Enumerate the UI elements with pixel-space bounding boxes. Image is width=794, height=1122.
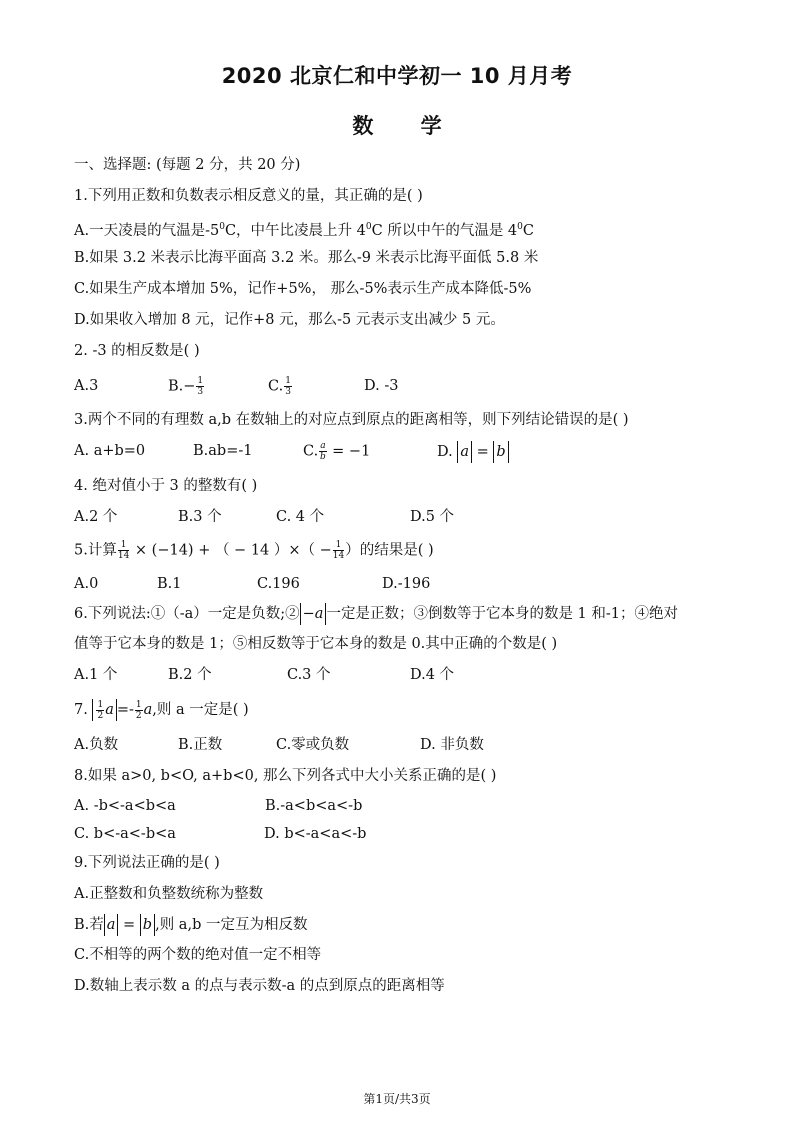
page-footer: 第1页/共3页 (363, 1092, 431, 1106)
q6-option-d: D.4 个 (410, 667, 455, 683)
q6-stem-line2: 值等于它本身的数是 1；⑤相反数等于它本身的数是 0.其中正确的个数是( ) (74, 636, 558, 652)
q3-option-d: D. a = b (437, 441, 509, 463)
q7-option-c: C.零或负数 (276, 737, 350, 753)
q2-option-d: D. -3 (364, 378, 399, 394)
q8-option-a: A. -b<-a<b<a (74, 798, 176, 814)
q5-option-a: A.0 (74, 576, 99, 592)
q4-stem: 4. 绝对值小于 3 的整数有( ) (74, 478, 258, 494)
q8-option-c: C. b<-a<-b<a (74, 826, 176, 842)
q6-option-b: B.2 个 (168, 667, 212, 683)
q4-option-d: D.5 个 (410, 509, 455, 525)
q9-option-d: D.数轴上表示数 a 的点与表示数-a 的点到原点的距离相等 (74, 978, 445, 994)
q3-option-c: C. $\frac{a}{b}$ = −1 (303, 441, 371, 462)
q4-option-b: B.3 个 (178, 509, 222, 525)
q7-stem: 7. $\frac{1}{2}$ a =- $\frac{1}{2}$ a,则 a 一定是( ) (74, 699, 249, 721)
q3-option-a: A. a+b=0 (74, 443, 146, 459)
q6-stem-line1: 6.下列说法:①（-a）一定是负数;② −a 一定是正数；③倒数等于它本身的数是 1 和-1；④绝对 (74, 603, 678, 625)
q5-option-d: D.-196 (382, 576, 431, 592)
q7-option-d: D. 非负数 (420, 737, 484, 753)
fraction: $\frac{1}{2}$ (97, 699, 104, 721)
q8-option-d: D. b<-a<a<-b (264, 826, 367, 842)
fraction: $\frac{1}{3}$ (285, 376, 291, 397)
q2-option-a: A.3 (74, 378, 99, 394)
q1-stem: 1.下列用正数和负数表示相反意义的量，其正确的是( ) (74, 188, 423, 204)
q2-option-b: B.− $\frac{1}{3}$ (168, 376, 204, 397)
q5-option-c: C.196 (257, 576, 300, 592)
absolute-value: $\frac{1}{2}$ a (92, 699, 116, 721)
q8-option-b: B.-a<b<a<-b (265, 798, 363, 814)
q1-option-c: C.如果生产成本增加 5%，记作+5%， 那么-5%表示生产成本降低-5% (74, 281, 532, 297)
q6-option-a: A.1 个 (74, 667, 118, 683)
fraction: $\frac{1}{14}$ (332, 540, 345, 561)
q8-stem: 8.如果 a>0, b<O, a+b<0, 那么下列各式中大小关系正确的是( ) (74, 768, 497, 784)
q4-option-c: C. 4 个 (276, 509, 325, 525)
q9-option-b: B.若 a = b ,则 a,b 一定互为相反数 (74, 914, 307, 936)
exam-title: 2020 北京仁和中学初一 10 月月考 (221, 64, 573, 88)
q7-option-b: B.正数 (178, 737, 223, 753)
subject-heading: 数 学 (352, 114, 442, 138)
q3-stem: 3.两个不同的有理数 a,b 在数轴上的对应点到原点的距离相等，则下列结论错误的是( ) (74, 412, 629, 428)
q1-option-b: B.如果 3.2 米表示比海平面高 3.2 米。那么-9 米表示比海平面低 5.8 米 (74, 250, 539, 266)
q9-option-a: A.正整数和负整数统称为整数 (74, 886, 264, 902)
q1-option-d: D.如果收入增加 8 元，记作+8 元，那么-5 元表示支出减少 5 元。 (74, 312, 505, 328)
q2-option-c: C. $\frac{1}{3}$ (268, 376, 291, 397)
q9-stem: 9.下列说法正确的是( ) (74, 855, 220, 871)
q3-option-b: B.ab=-1 (193, 443, 253, 459)
section-heading: 一、选择题: (每题 2 分，共 20 分) (74, 157, 301, 173)
q5-stem: 5.计算 $\frac{1}{14}$ × (−14) + （ − 14 ）×（ − $\frac{1}{14}$ ）的结果是( ) (74, 540, 434, 561)
fraction: $\frac{1}{14}$ (117, 540, 130, 561)
q5-option-b: B.1 (157, 576, 182, 592)
q6-option-c: C.3 个 (287, 667, 331, 683)
fraction: $\frac{1}{2}$ (135, 699, 142, 721)
fraction: $\frac{1}{3}$ (197, 376, 204, 397)
q7-option-a: A.负数 (74, 737, 119, 753)
q1-option-a: A.一天凌晨的气温是$-5^0C$，中午比凌晨上升 $4^0C$ 所以中午的气温是 $4^0C$ (74, 222, 535, 239)
fraction: $\frac{a}{b}$ (319, 441, 326, 462)
q9-option-c: C.不相等的两个数的绝对值一定不相等 (74, 947, 322, 963)
q4-option-a: A.2 个 (74, 509, 118, 525)
q2-stem: 2. -3 的相反数是( ) (74, 343, 200, 359)
